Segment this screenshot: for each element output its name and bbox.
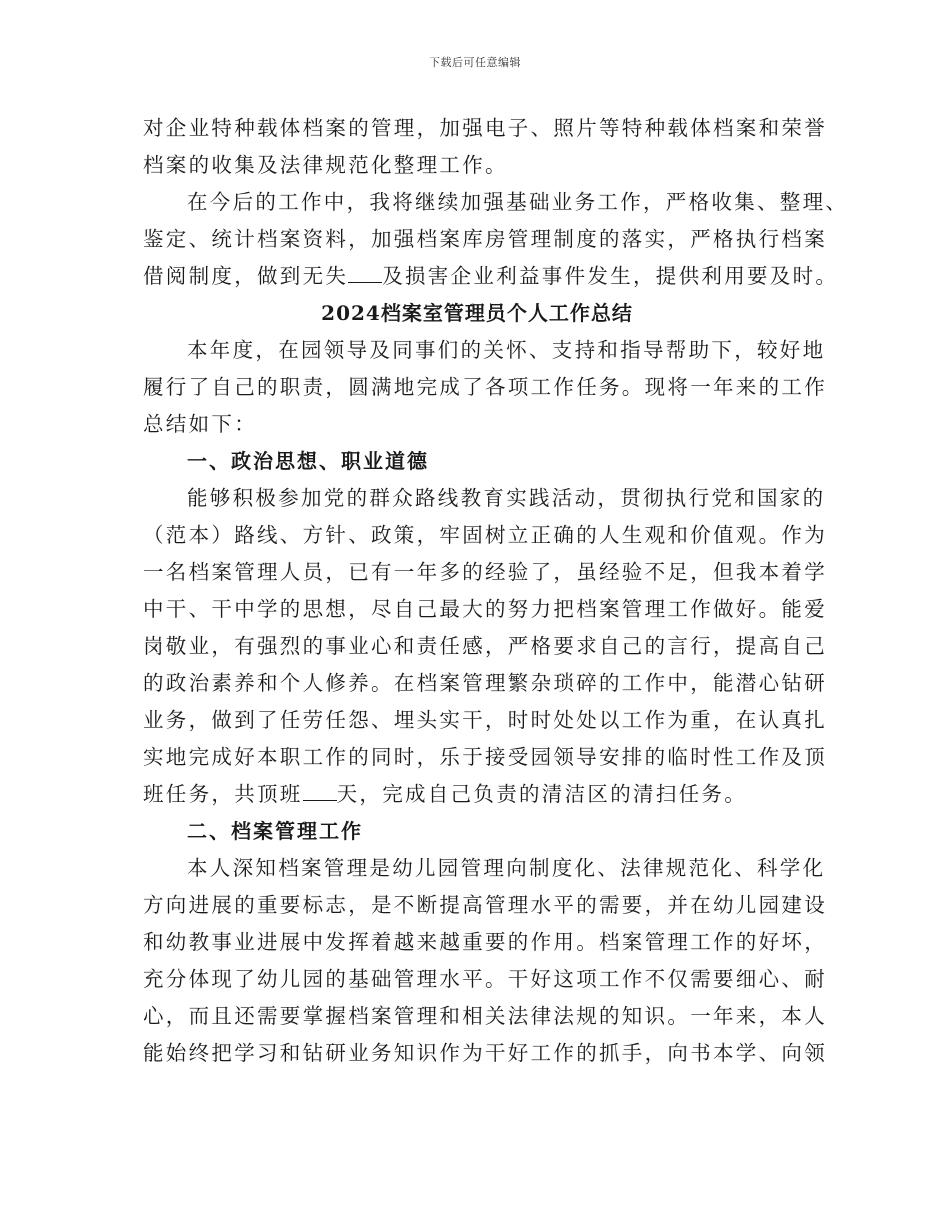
paragraph-line: 方向进展的重要标志，是不断提高管理水平的需要，并在幼儿园建设 bbox=[143, 893, 827, 917]
paragraph-line: 本年度，在园领导及同事们的关怀、支持和指导帮助下，较好地 bbox=[187, 338, 826, 362]
header-note: 下载后可任意编辑 bbox=[429, 56, 521, 69]
paragraph-line: 心，而且还需要掌握档案管理和相关法律法规的知识。一年来，本人 bbox=[143, 1004, 827, 1028]
fill-in-blank bbox=[303, 778, 337, 801]
paragraph-line: 业务，做到了任劳任怨、埋头实干，时时处处以工作为重，在认真扎 bbox=[143, 708, 827, 732]
text-after-blank: 及损害企业利益事件发生，提供利用要及时。 bbox=[382, 264, 839, 288]
paragraph-line: 能始终把学习和钻研业务知识作为干好工作的抓手，向书本学、向领 bbox=[143, 1041, 827, 1065]
paragraph-line: 本人深知档案管理是幼儿园管理向制度化、法律规范化、科学化 bbox=[187, 856, 826, 880]
section-heading: 二、档案管理工作 bbox=[187, 819, 363, 843]
text-before-blank: 班任务，共顶班 bbox=[143, 782, 303, 806]
paragraph-line: 能够积极参加党的群众路线教育实践活动，贯彻执行党和国家的 bbox=[187, 486, 826, 510]
paragraph-line-with-blank bbox=[143, 776, 811, 813]
paragraph-line: 鉴定、统计档案资料，加强档案库房管理制度的落实，严格执行档案 bbox=[143, 227, 827, 251]
paragraph-line: 档案的收集及法律规范化整理工作。 bbox=[143, 153, 508, 177]
paragraph-line: 实地完成好本职工作的同时，乐于接受园领导安排的临时性工作及顶 bbox=[143, 745, 827, 769]
paragraph-line: 岗敬业，有强烈的事业心和责任感，严格要求自己的言行，提高自己 bbox=[143, 634, 827, 658]
document-body bbox=[143, 110, 849, 1072]
paragraph-line: 总结如下： bbox=[143, 412, 257, 436]
section-heading: 一、政治思想、职业道德 bbox=[187, 449, 429, 473]
text-before-blank: 借阅制度，做到无失 bbox=[143, 264, 349, 288]
paragraph-line: 在今后的工作中，我将继续加强基础业务工作，严格收集、整理、 bbox=[187, 190, 849, 214]
paragraph-line: （范本）路线、方针、政策，牢固树立正确的人生观和价值观。作为 bbox=[143, 523, 827, 547]
paragraph-line: 对企业特种载体档案的管理，加强电子、照片等特种载体档案和荣誉 bbox=[143, 116, 827, 140]
paragraph-line: 和幼教事业进展中发挥着越来越重要的作用。档案管理工作的好坏， bbox=[143, 930, 827, 954]
document-title: 2024档案室管理员个人工作总结 bbox=[321, 301, 633, 325]
text-after-blank: 天，完成自己负责的清洁区的清扫任务。 bbox=[336, 782, 748, 806]
paragraph-line: 的政治素养和个人修养。在档案管理繁杂琐碎的工作中，能潜心钻研 bbox=[143, 671, 827, 695]
paragraph-line: 中干、干中学的思想，尽自己最大的努力把档案管理工作做好。能爱 bbox=[143, 597, 827, 621]
paragraph-line: 履行了自己的职责，圆满地完成了各项工作任务。现将一年来的工作 bbox=[143, 375, 827, 399]
paragraph-line-with-blank bbox=[143, 258, 839, 295]
paragraph-line: 一名档案管理人员，已有一年多的经验了，虽经验不足，但我本着学 bbox=[143, 560, 827, 584]
fill-in-blank bbox=[348, 260, 382, 283]
paragraph-line: 充分体现了幼儿园的基础管理水平。干好这项工作不仅需要细心、耐 bbox=[143, 967, 827, 991]
